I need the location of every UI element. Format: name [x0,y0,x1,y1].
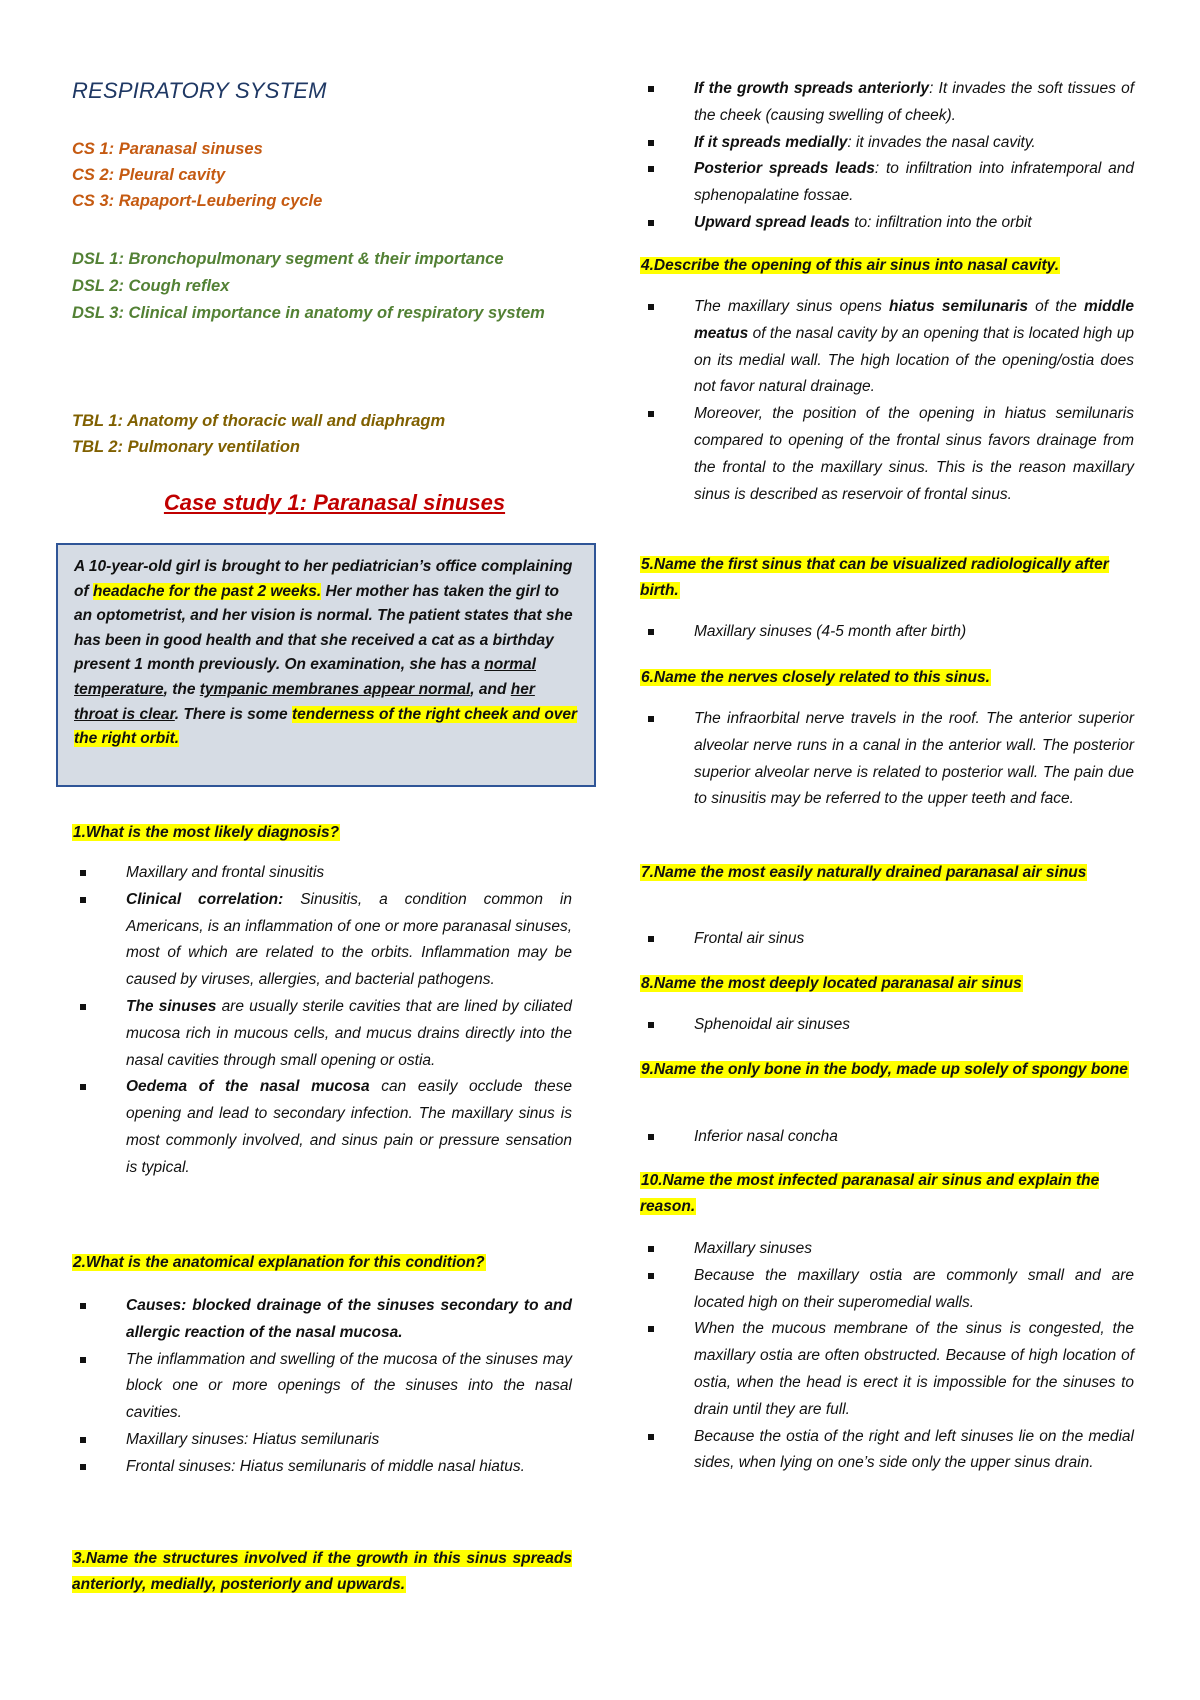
list-item [640,210,1134,237]
question-10 [640,1168,1134,1220]
list-item [640,156,1134,210]
toc-item: CS 3: Rapaport-Leubering cycle [72,192,323,210]
answer-text: Because the ostia of the right and left sinuses lie on the medial sides, when lying on one’s side only the upper sinus drain. [694,1427,1134,1472]
answer-text: can easily occlude these opening and lead to secondary infection. The maxillary sinus is most commonly involved, and sinus pain or pressure sensation is typical. [126,1078,572,1176]
bold-text: Oedema of the nasal mucosa [126,1078,370,1096]
question-text: 8.Name the most deeply located paranasal air sinus [641,975,1022,992]
bold-text: Upward spread leads [694,213,850,231]
list-item [72,1347,572,1427]
question-text: 9.Name the only bone in the body, made up solely of spongy bone [641,1061,1128,1078]
answer-list-1 [72,860,572,1182]
list-item [72,1074,572,1181]
answer-list-4 [640,294,1134,508]
case-text: , the [163,680,200,698]
toc-item: CS 1: Paranasal sinuses [72,140,263,158]
answer-text: Sphenoidal air sinuses [694,1016,850,1033]
answer-list-5 [640,619,1134,646]
dsl-list [72,246,572,327]
bold-text: middle meatus [694,298,1134,342]
question-1 [72,820,597,846]
list-item [640,76,1134,130]
page-title: RESPIRATORY SYSTEM [72,78,327,103]
underlined-text: her throat is clear [74,680,535,723]
question-8 [640,971,1140,997]
question-9 [640,1057,1134,1083]
list-item [640,926,1134,953]
answer-text: : to infiltration into infratemporal and sphenopalatine fossae. [694,160,1134,205]
answer-text: Inferior nasal concha [694,1128,838,1145]
list-item [72,994,572,1074]
answer-list-8 [640,1012,1134,1039]
question-text: 1.What is the most likely diagnosis? [73,824,340,841]
answer-text: Sinusitis, a condition common in Americans, is an inflammation of one or more paranasal sinuses, most of which are related to the orbits. Inflammation may be caused by viruses, allergies, and bacterial pathogens. [126,890,572,989]
answer-text: The infraorbital nerve travels in the roof. The anterior superior alveolar nerve runs in a canal in the anterior wall. The posterior superior alveolar nerve is related to posterior wall. The pain due to sinusitis may be referred to the upper teeth and face. [694,710,1134,808]
question-6 [640,665,1140,691]
answer-text: Moreover, the position of the opening in hiatus semilunaris compared to opening of the frontal sinus favors drainage from the frontal to the maxillary sinus. This is the reason maxillary sinus is described as reservoir of frontal sinus. [694,405,1134,503]
question-text: 6.Name the nerves closely related to this sinus. [641,669,990,686]
bold-text: Posterior spreads leads [694,160,875,178]
bold-text: The sinuses [126,997,217,1015]
answer-list-7 [640,926,1134,953]
list-item [640,294,1134,401]
toc-item: DSL 3: Clinical importance in anatomy of respiratory system [72,304,545,322]
answer-list-3 [640,76,1134,237]
question-text: 7.Name the most easily naturally drained paranasal air sinus [641,864,1087,881]
highlight: headache for the past 2 weeks. [92,582,322,600]
answer-text: of the nasal cavity by an opening that is located high up on its medial wall. The high location of the opening/ostia does not favor natural drainage. [694,324,1134,396]
answer-list-2 [72,1293,572,1481]
case-text: , and [470,680,511,698]
list-item [72,1293,572,1347]
list-item [640,1012,1134,1039]
answer-text: Maxillary sinuses [694,1240,813,1257]
list-item [640,619,1134,646]
list-item [72,1454,572,1481]
highlight: tenderness of the right cheek and over the right orbit. [74,705,578,748]
answer-text: : It invades the soft tissues of the cheek (causing swelling of cheek). [694,80,1134,124]
toc-item: CS 2: Pleural cavity [72,166,226,184]
question-text: 3.Name the structures involved if the growth in this sinus spreads anteriorly, medially, posteriorly and upwards. [72,1550,572,1593]
case-study-title: Case study 1: Paranasal sinuses [163,490,506,515]
list-item [640,1316,1134,1423]
question-text: 2.What is the anatomical explanation for this condition? [73,1254,485,1271]
bold-text: hiatus semilunaris [889,298,1028,315]
list-item [640,130,1134,157]
question-2 [72,1250,597,1276]
question-7 [640,860,1134,886]
tbl-list [72,408,445,460]
list-item [640,1124,1134,1151]
question-4 [640,253,1140,279]
list-item [72,887,572,994]
case-text: A 10-year-old girl is brought to her pediatrician’s office complaining of [74,558,573,600]
toc-item: DSL 1: Bronchopulmonary segment & their importance [72,250,504,268]
answer-list-9 [640,1124,1134,1151]
underlined-text: tympanic membranes appear normal [199,680,471,698]
list-item [640,706,1134,813]
toc-item: TBL 2: Pulmonary ventilation [72,438,300,456]
case-study-list [72,136,322,214]
question-text: 5.Name the first sinus that can be visualized radiologically after birth. [640,556,1109,599]
toc-item: TBL 1: Anatomy of thoracic wall and diaphragm [72,412,446,430]
list-item [72,860,572,887]
answer-text: Maxillary and frontal sinusitis [126,864,325,881]
list-item [640,1263,1134,1317]
answer-text: Frontal sinuses: Hiatus semilunaris of middle nasal hiatus. [126,1457,525,1475]
list-item [72,1427,572,1454]
case-text: . There is some [174,705,292,723]
bold-text: Causes: blocked drainage of the sinuses secondary to and allergic reaction of the nasal mucosa. [126,1297,572,1341]
answer-text: Because the maxillary ostia are commonly small and are located high on their superomedial walls. [694,1266,1134,1311]
answer-text: Maxillary sinuses (4-5 month after birth) [694,623,967,640]
answer-text: to: infiltration into the orbit [849,213,1032,231]
answer-text: of the [1028,298,1085,315]
question-text: 10.Name the most infected paranasal air sinus and explain the reason. [640,1172,1100,1215]
answer-text: The maxillary sinus opens [694,298,890,315]
case-text: Her mother has taken the girl to an optometrist, and her vision is normal. The patient states that she has been in good health and that she received a cat as a birthday present 1 month previously. On examination, she has a [74,582,573,674]
list-item [640,401,1134,508]
toc-item: DSL 2: Cough reflex [72,277,230,295]
answer-text: Maxillary sinuses: Hiatus semilunaris [126,1430,380,1448]
list-item [640,1236,1134,1263]
bold-text: If the growth spreads anteriorly [694,80,930,97]
bold-text: If it spreads medially [694,133,848,151]
question-text: 4.Describe the opening of this air sinus into nasal cavity. [641,257,1060,274]
underlined-text: normal temperature [74,656,536,698]
answer-text: are usually sterile cavities that are lined by ciliated mucosa rich in mucous cells, and mucus drains directly into the nasal cavities through small opening or ostia. [126,997,572,1069]
answer-text: : it invades the nasal cavity. [847,133,1036,151]
answer-text: Frontal air sinus [694,930,805,947]
list-item [640,1424,1134,1478]
answer-text: The inflammation and swelling of the mucosa of the sinuses may block one or more openings of the sinuses into the nasal cavities. [126,1350,572,1422]
answer-list-6 [640,706,1134,813]
question-3 [72,1546,572,1598]
question-5 [640,552,1134,604]
case-description-box [56,543,596,787]
bold-text: Clinical correlation: [126,890,284,908]
answer-list-10 [640,1236,1134,1477]
answer-text: When the mucous membrane of the sinus is congested, the maxillary ostia are often obstructed. Because of high location of ostia, when the head is erect it is impossible for the sinuses to drain until they are full. [694,1320,1134,1418]
